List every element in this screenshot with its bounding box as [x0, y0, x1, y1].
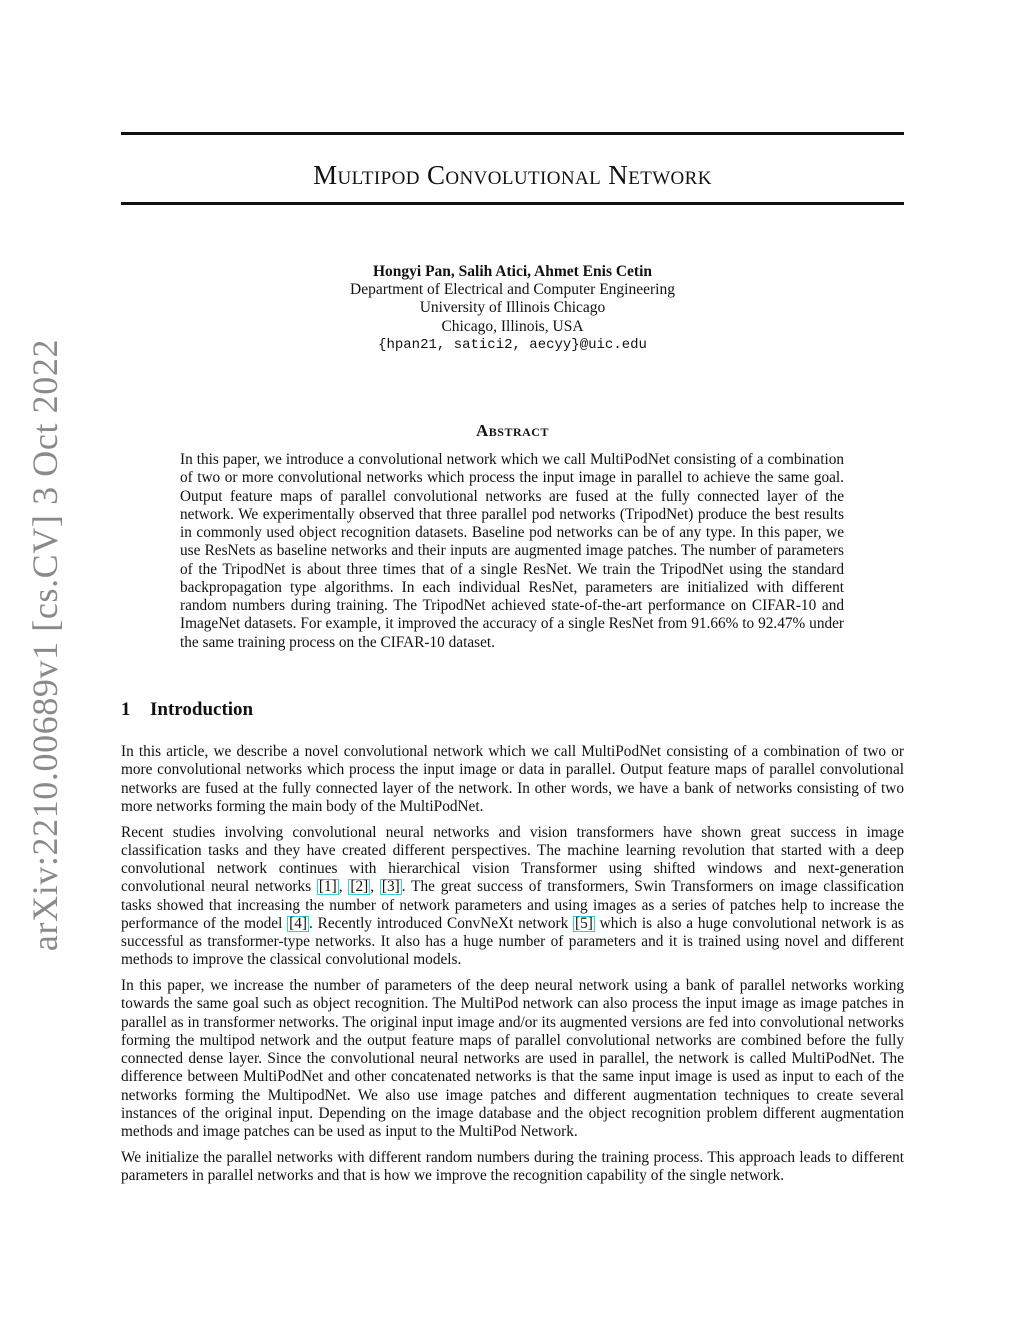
intro-p2-text-a: Recent studies involving convolutional neural networks and vision transformers have shown great success in image classification tasks and they have created different perspectives. The machine learning revolution that started with a deep convolutional network continues with hierarchical vision Transformer using shifted windows and next-generation convolutional neural networks	[121, 823, 904, 896]
author-block	[121, 263, 904, 354]
intro-p2-text-b: . The great success of transformers, Swin Transformers on image classification tasks showed that increasing the number of network parameters and using images as a series of patches help to increase the performance of the model	[121, 878, 905, 932]
citation-link-3[interactable]: [3]	[381, 878, 400, 896]
author-email: {hpan21, satici2, aecyy}@uic.edu	[378, 336, 647, 353]
author-department: Department of Electrical and Computer Engineering	[350, 281, 675, 299]
title-bottom-rule	[121, 202, 904, 205]
citation-link-1[interactable]: [1]	[318, 878, 337, 896]
citation-link-5[interactable]: [5]	[575, 914, 593, 932]
paper-title: Multipod Convolutional Network	[313, 160, 712, 190]
section-heading	[121, 699, 253, 721]
intro-paragraph-4: We initialize the parallel networks with different random numbers during the training process. This approach leads to different parameters in parallel networks and that is how we improve the recognition capability of the single network.	[121, 1148, 904, 1184]
citation-separator: ,	[370, 878, 380, 896]
intro-paragraph-1: In this article, we describe a novel convolutional network which we call MultiPodNet consisting of a combination of two or more convolutional networks which process the input image or data in parallel. Output feature maps of parallel convolutional networks are fused at the fully connected layer of the network. In other words, we have a bank of networks consisting of two more networks forming the main body of the MultiPodNet.	[121, 743, 904, 815]
section-title: Introduction	[150, 699, 254, 720]
abstract-heading: Abstract	[476, 421, 549, 440]
section-number: 1	[121, 699, 131, 720]
arxiv-identifier: arXiv:2210.00689v1 [cs.CV] 3 Oct 2022	[25, 338, 65, 952]
intro-paragraph-3: In this paper, we increase the number of parameters of the deep neural network using a bank of parallel networks working towards the same goal such as object recognition. The MultiPod network can also process the input image as image patches in parallel as in transformer networks. The original input image and/or its augmented versions are fed into convolutional networks forming the multipod network and the output feature maps of parallel convolutional networks are combined before the fully connected dense layer. Since the convolutional neural networks are used in parallel, the network is called MultiPodNet. The difference between MultiPodNet and other concatenated networks is that the same input image is used as input to each of the networks forming the MultipodNet. We also use image patches and different augmentation techniques to create several instances of the original input. Depending on the image database and the object recognition problem different augmentation methods and image patches can be used as input to the MultiPod Network.	[121, 977, 904, 1140]
author-names: Hongyi Pan, Salih Atici, Ahmet Enis Cetin	[372, 263, 653, 280]
citation-link-4[interactable]: [4]	[289, 914, 307, 932]
citation-separator: ,	[338, 878, 349, 896]
intro-paragraph-2	[121, 824, 904, 970]
title-top-rule	[121, 132, 904, 135]
intro-p2-text-d: which is also a huge convolutional network is as successful as transformer-type networks. It also has a huge number of parameters and it is trained using novel and different methods to improve the classical convolutional models.	[121, 914, 904, 969]
author-university: University of Illinois Chicago	[419, 299, 606, 317]
abstract-text: In this paper, we introduce a convolutional network which we call MultiPodNet consisting of a combination of two or more convolutional networks which process the input image in parallel to achieve the same goal. Output feature maps of parallel convolutional networks are fused at the fully connected layer of the network. We experimentally observed that three parallel pod networks (TripodNet) produce the best results in commonly used object recognition datasets. Baseline pod networks can be of any type. In this paper, we use ResNets as baseline networks and their inputs are augmented image patches. The number of parameters of the TripodNet is about three times that of a single ResNet. We train the TripodNet using the standard backpropagation type algorithms. In each individual ResNet, parameters are initialized with different random numbers during training. The TripodNet achieved state-of-the-art performance on CIFAR-10 and ImageNet datasets. For example, it improved the accuracy of a single ResNet from 91.66% to 92.47% under the same training process on the CIFAR-10 dataset.	[180, 451, 844, 651]
intro-p2-text-c: . Recently introduced ConvNeXt network	[309, 914, 574, 932]
citation-link-2[interactable]: [2]	[350, 878, 369, 896]
introduction-body	[121, 743, 904, 1193]
author-location: Chicago, Illinois, USA	[441, 317, 584, 335]
